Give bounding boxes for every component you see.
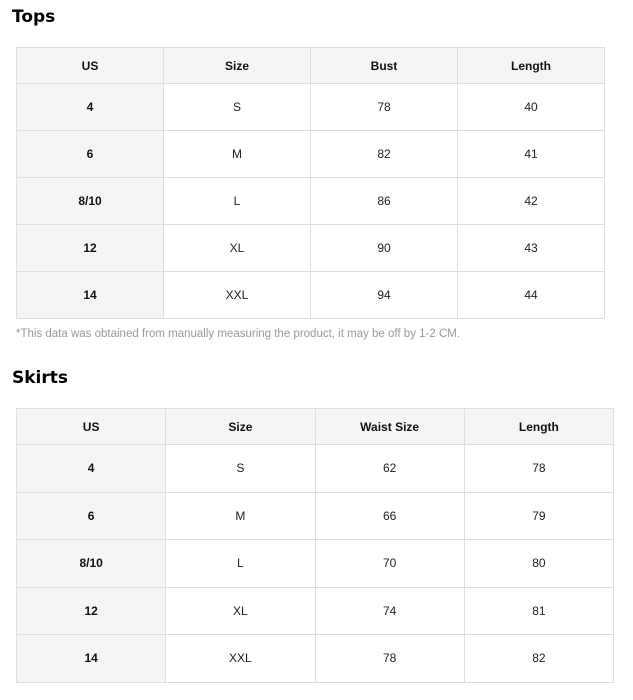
column-header-bust: Bust [311,48,458,84]
length-cell: 81 [464,587,613,635]
size-cell: S [166,445,315,493]
skirts-size-table [16,408,614,683]
length-cell: 78 [464,445,613,493]
size-cell: L [166,540,315,588]
length-cell: 80 [464,540,613,588]
waist-size-cell: 66 [315,492,464,540]
us-size-cell: 8/10 [17,540,166,588]
bust-cell: 78 [311,84,458,131]
table-row [17,492,614,540]
column-header-us: US [17,409,166,445]
bust-cell: 86 [311,178,458,225]
table-row [17,131,605,178]
us-size-cell: 14 [17,635,166,683]
length-cell: 79 [464,492,613,540]
table-row [17,84,605,131]
length-cell: 82 [464,635,613,683]
size-cell: L [164,178,311,225]
size-cell: XXL [166,635,315,683]
skirts-title: Skirts [12,368,69,388]
column-header-size: Size [166,409,315,445]
column-header-waist-size: Waist Size [315,409,464,445]
tops-title: Tops [12,7,56,27]
column-header-length: Length [464,409,613,445]
table-row [17,635,614,683]
table-row [17,445,614,493]
size-cell: XL [164,225,311,272]
length-cell: 42 [458,178,605,225]
size-cell: M [164,131,311,178]
us-size-cell: 12 [17,225,164,272]
us-size-cell: 4 [17,84,164,131]
column-header-length: Length [458,48,605,84]
table-row [17,178,605,225]
waist-size-cell: 74 [315,587,464,635]
bust-cell: 94 [311,272,458,319]
bust-cell: 82 [311,131,458,178]
table-row [17,272,605,319]
us-size-cell: 8/10 [17,178,164,225]
table-header-row [17,409,614,445]
waist-size-cell: 70 [315,540,464,588]
length-cell: 43 [458,225,605,272]
table-row [17,540,614,588]
us-size-cell: 12 [17,587,166,635]
tops-size-table [16,47,605,319]
us-size-cell: 6 [17,131,164,178]
bust-cell: 90 [311,225,458,272]
size-cell: S [164,84,311,131]
us-size-cell: 4 [17,445,166,493]
size-cell: M [166,492,315,540]
us-size-cell: 6 [17,492,166,540]
column-header-size: Size [164,48,311,84]
table-header-row [17,48,605,84]
measurement-note: *This data was obtained from manually measuring the product, it may be off by 1-2 CM. [16,328,461,340]
length-cell: 40 [458,84,605,131]
waist-size-cell: 62 [315,445,464,493]
size-cell: XL [166,587,315,635]
length-cell: 44 [458,272,605,319]
table-row [17,225,605,272]
column-header-us: US [17,48,164,84]
waist-size-cell: 78 [315,635,464,683]
us-size-cell: 14 [17,272,164,319]
length-cell: 41 [458,131,605,178]
table-row [17,587,614,635]
size-cell: XXL [164,272,311,319]
